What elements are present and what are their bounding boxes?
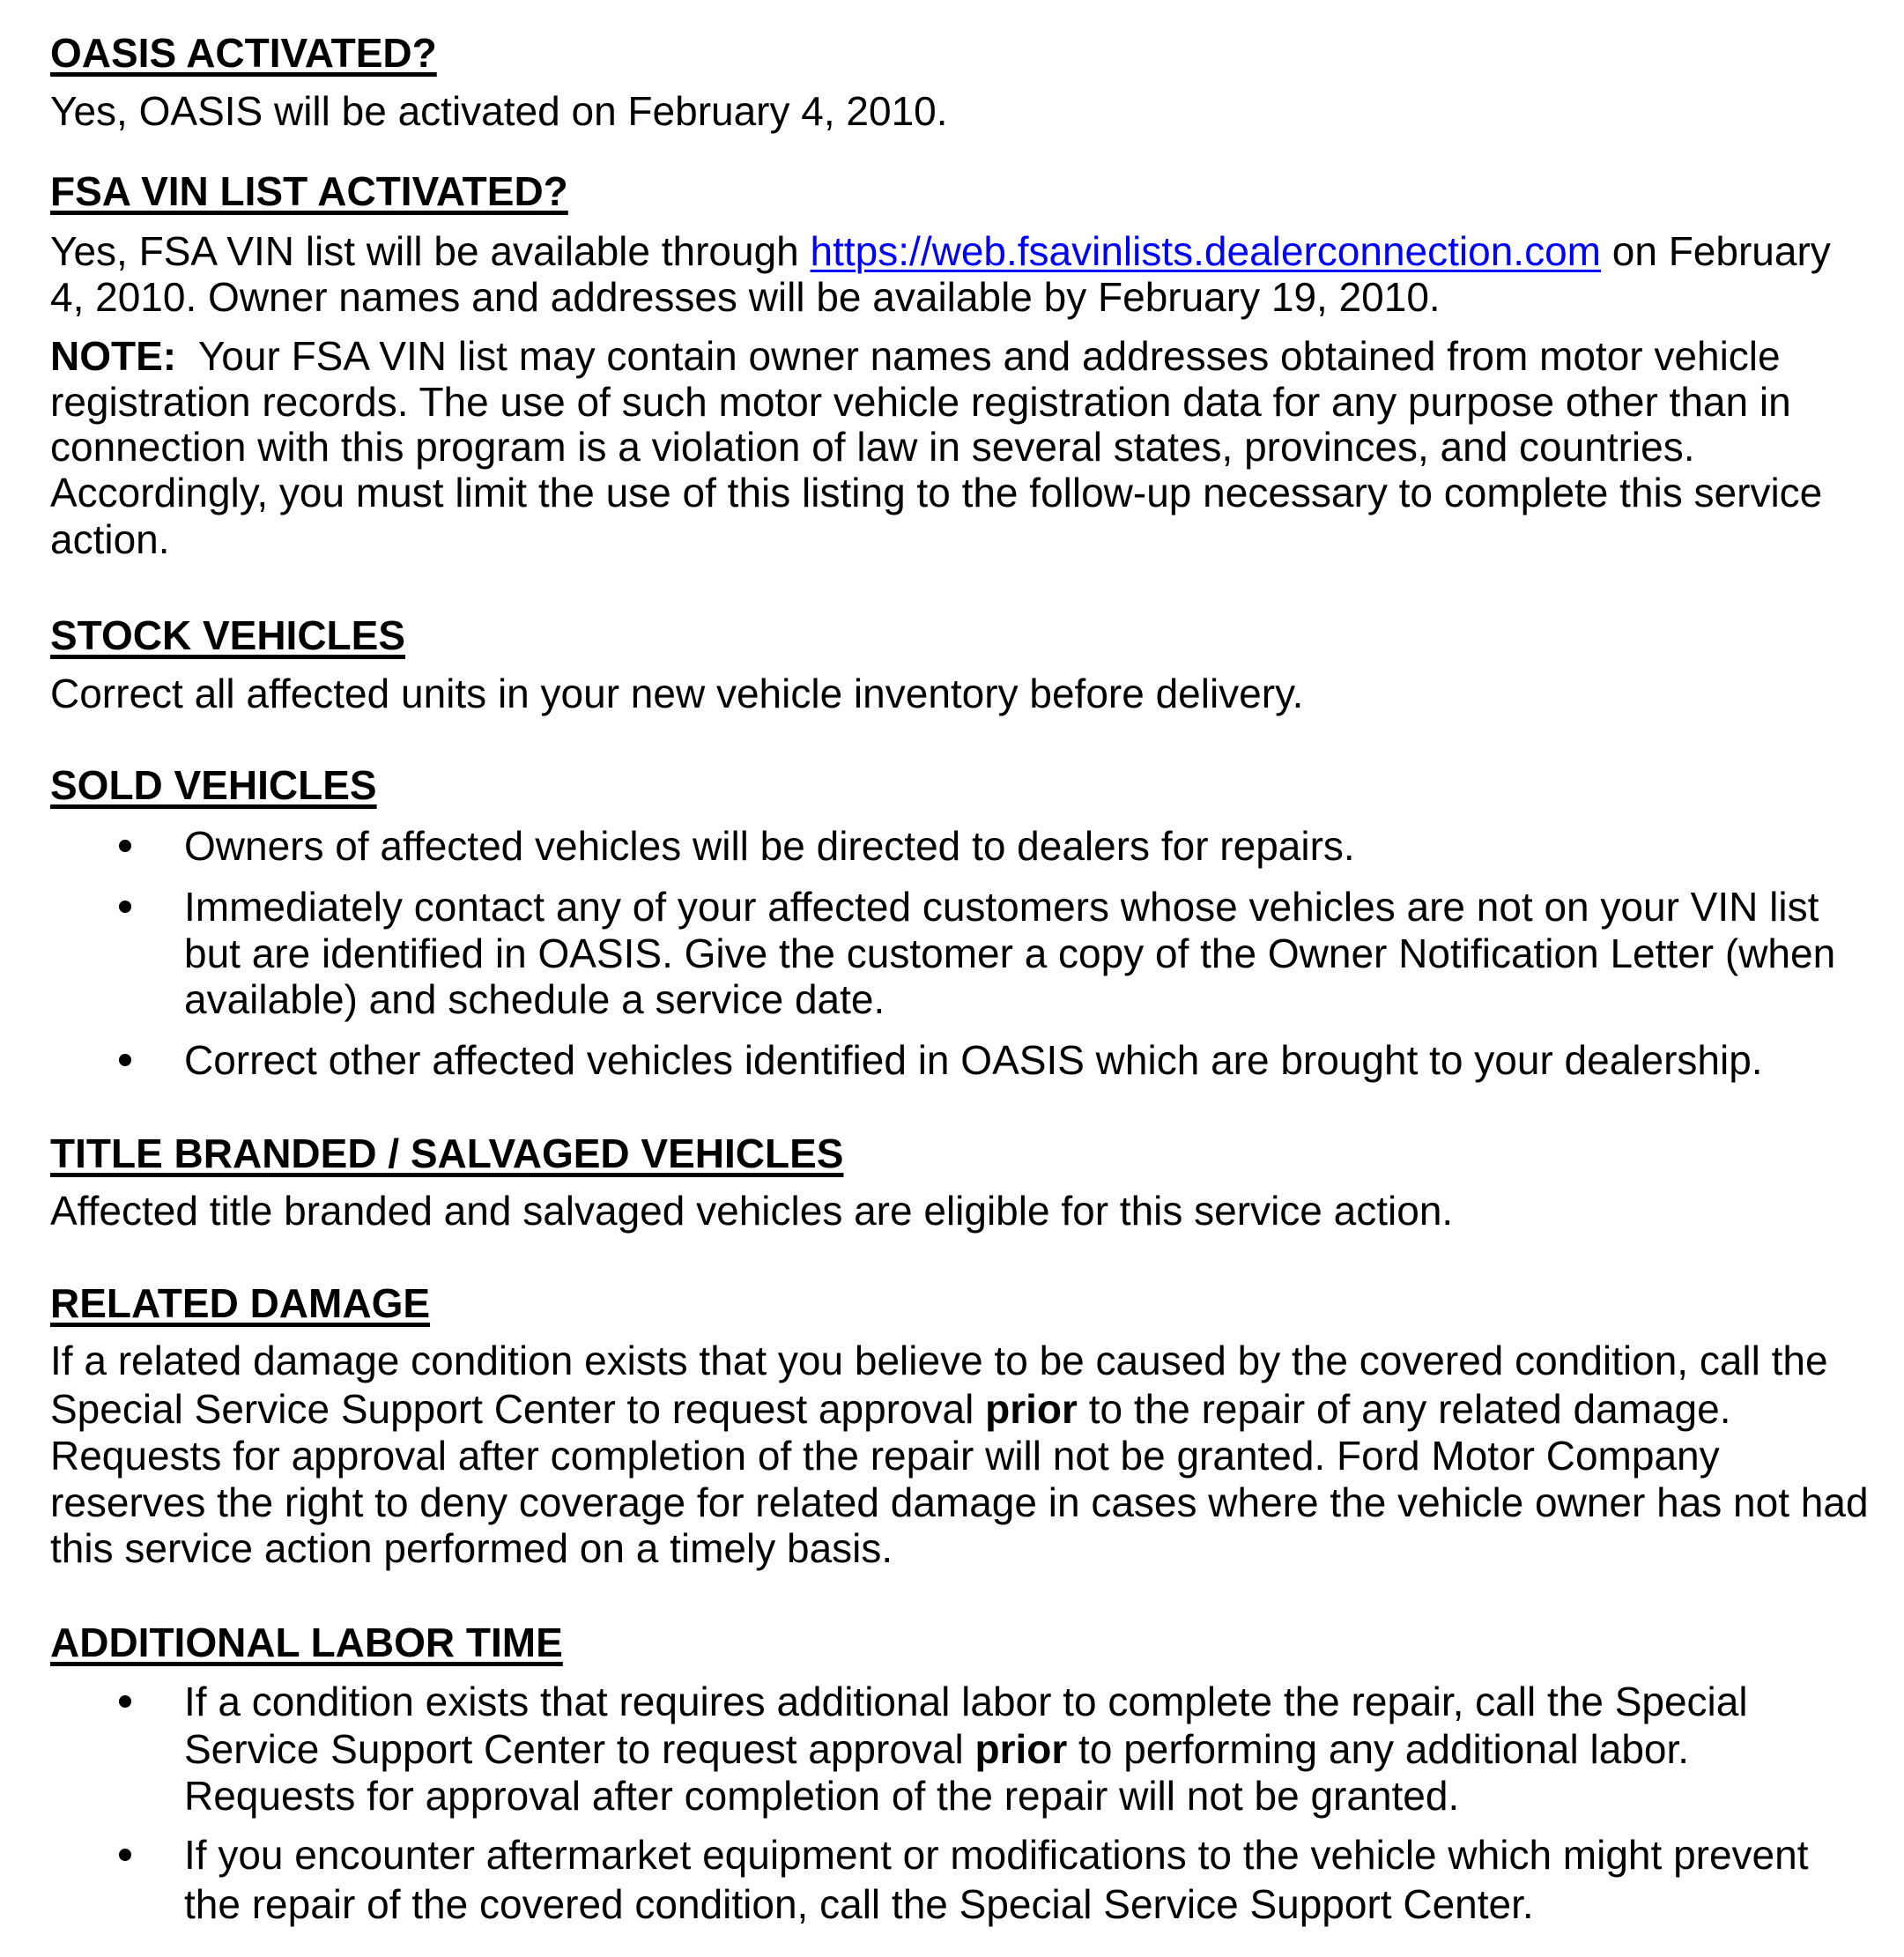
- sold-bullet-2-line-2: but are identified in OASIS. Give the customer a copy of the Owner Notification Letter (when: [184, 930, 1836, 976]
- related-line-2: [50, 1386, 1731, 1432]
- labor-text: Service Support Center to request approval: [184, 1726, 975, 1772]
- sold-bullet-2-line-3: available) and schedule a service date.: [184, 976, 885, 1022]
- emphasis-prior: prior: [985, 1386, 1078, 1432]
- related-text: Special Service Support Center to request approval: [50, 1386, 986, 1432]
- related-line-1: If a related damage condition exists that you believe to be caused by the covered condition, call the: [50, 1338, 1828, 1383]
- bullet-icon: [119, 901, 131, 913]
- heading-text: OASIS ACTIVATED?: [50, 30, 437, 76]
- title-branded-body: Affected title branded and salvaged vehicles are eligible for this service action.: [50, 1188, 1454, 1234]
- heading-text: SOLD VEHICLES: [50, 762, 377, 808]
- labor-bullet-1-line-3: Requests for approval after completion of the repair will not be granted.: [184, 1773, 1460, 1819]
- heading-text: STOCK VEHICLES: [50, 612, 405, 658]
- fsa-body-line-2: 4, 2010. Owner names and addresses will be available by February 19, 2010.: [50, 274, 1441, 320]
- stock-body: Correct all affected units in your new vehicle inventory before delivery.: [50, 671, 1304, 716]
- heading-sold-vehicles: [50, 762, 377, 808]
- oasis-body: Yes, OASIS will be activated on February 4, 2010.: [50, 88, 948, 134]
- bullet-icon: [119, 840, 131, 852]
- heading-oasis-activated: [50, 30, 437, 76]
- heading-text: FSA VIN LIST ACTIVATED?: [50, 168, 568, 214]
- note-label: NOTE:: [50, 333, 177, 379]
- note-line-1: [50, 333, 1781, 379]
- heading-text: TITLE BRANDED / SALVAGED VEHICLES: [50, 1130, 844, 1176]
- sold-bullet-3: Correct other affected vehicles identified in OASIS which are brought to your dealership.: [184, 1037, 1763, 1083]
- note-line-2: registration records. The use of such motor vehicle registration data for any purpose other than in: [50, 379, 1791, 425]
- labor-bullet-1-line-2: [184, 1726, 1689, 1772]
- heading-additional-labor-time: [50, 1620, 563, 1665]
- related-text: to the repair of any related damage.: [1077, 1386, 1731, 1432]
- note-line-4: Accordingly, you must limit the use of this listing to the follow-up necessary to complete this service: [50, 470, 1823, 515]
- labor-bullet-1-line-1: If a condition exists that requires additional labor to complete the repair, call the Special: [184, 1679, 1748, 1724]
- heading-text: RELATED DAMAGE: [50, 1280, 431, 1326]
- bullet-icon: [119, 1054, 131, 1066]
- heading-text: ADDITIONAL LABOR TIME: [50, 1620, 563, 1665]
- bullet-icon: [119, 1695, 131, 1708]
- labor-bullet-2-line-1: If you encounter aftermarket equipment or modifications to the vehicle which might prevent: [184, 1832, 1809, 1878]
- related-line-3: Requests for approval after completion of the repair will not be granted. Ford Motor Company: [50, 1433, 1720, 1479]
- emphasis-prior: prior: [974, 1726, 1068, 1772]
- sold-bullet-2-line-1: Immediately contact any of your affected customers whose vehicles are not on your VIN list: [184, 884, 1819, 930]
- note-text: Your FSA VIN list may contain owner names and addresses obtained from motor vehicle: [176, 333, 1781, 379]
- fsa-vin-list-link[interactable]: https://web.fsavinlists.dealerconnection.com: [810, 228, 1601, 274]
- related-line-4: reserves the right to deny coverage for related damage in cases where the vehicle owner has not had: [50, 1479, 1869, 1525]
- fsa-text: Yes, FSA VIN list will be available through: [50, 228, 811, 274]
- heading-title-branded-salvaged: [50, 1130, 843, 1176]
- heading-stock-vehicles: [50, 612, 405, 658]
- labor-bullet-2-line-2: the repair of the covered condition, call the Special Service Support Center.: [184, 1881, 1534, 1927]
- bullet-icon: [119, 1849, 131, 1861]
- sold-bullet-1: Owners of affected vehicles will be directed to dealers for repairs.: [184, 823, 1355, 869]
- fsa-text: on February: [1600, 228, 1831, 274]
- fsa-body-line-1: [50, 228, 1831, 274]
- heading-related-damage: [50, 1280, 430, 1326]
- note-line-5: action.: [50, 516, 170, 562]
- heading-fsa-vin-list-activated: [50, 168, 568, 214]
- note-line-3: connection with this program is a violation of law in several states, provinces, and countries.: [50, 424, 1695, 470]
- related-line-5: this service action performed on a timely basis.: [50, 1525, 893, 1571]
- labor-text: to performing any additional labor.: [1067, 1726, 1690, 1772]
